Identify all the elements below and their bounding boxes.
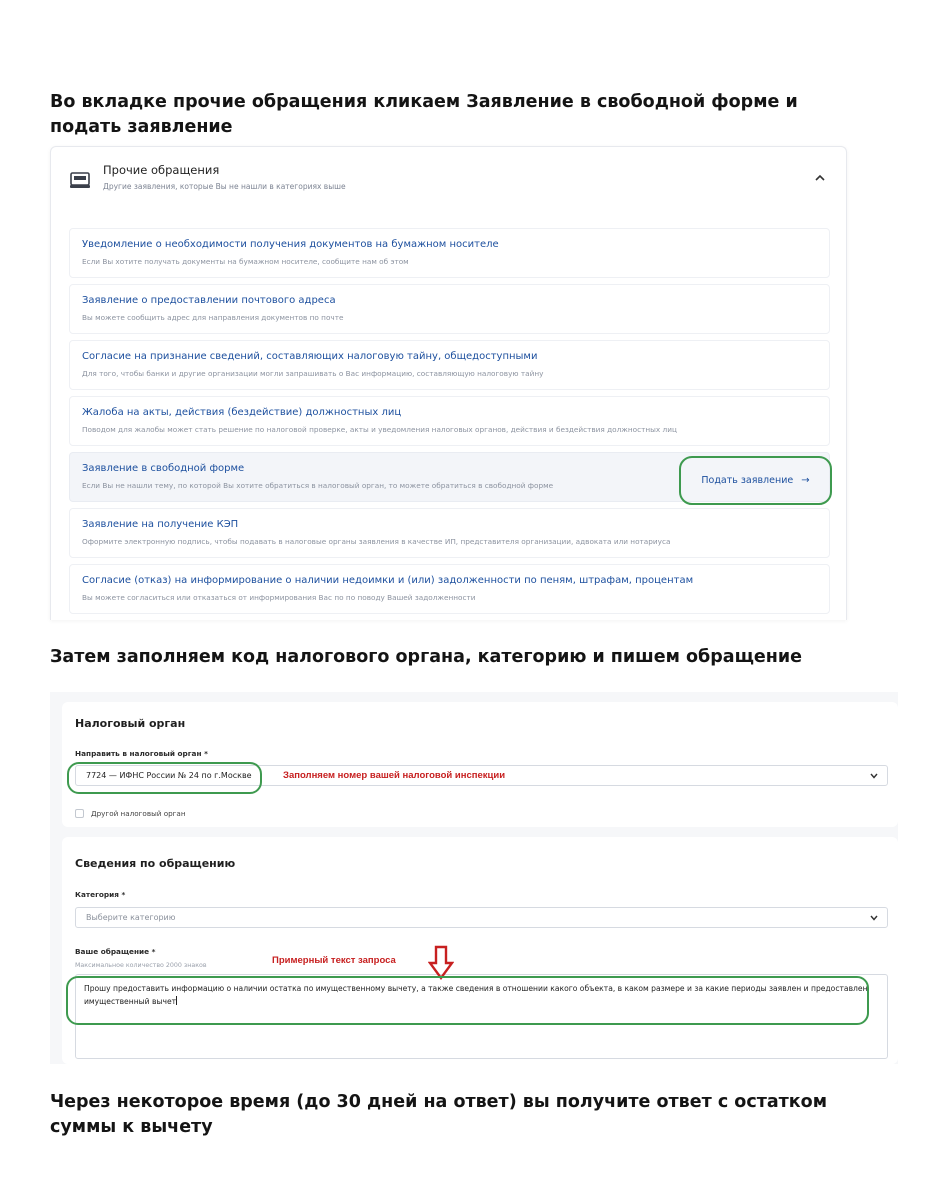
tax-office-note: Заполняем номер вашей налоговой инспекции [283,770,506,781]
list-item[interactable] [69,228,830,278]
submit-application-button[interactable] [679,456,832,505]
tax-office-card [62,702,898,827]
arrow-down-icon [428,945,454,981]
tax-office-value: 7724 — ИФНС России № 24 по г.Москве [86,771,252,780]
list-item-title: Заявление о предоставлении почтового адреса [82,295,336,306]
list-item-desc: Если Вы не нашли тему, по которой Вы хотите обратиться в налоговый орган, то можете обратиться в свободной форме [82,481,554,490]
list-item-desc: Для того, чтобы банки и другие организации могли запрашивать о Вас информацию, составляющую налоговую тайну [82,369,544,378]
message-text: Прошу предоставить информацию о наличии остатка по имущественному вычету, а также сведения в отношении какого объекта, в каком размере и за какие периоды заявлен и предоставлен имущественный вычет [84,984,868,1006]
step1-heading: Во вкладке прочие обращения кликаем Заявление в свободной форме и подать заявление [50,92,798,137]
list-item-title: Согласие на признание сведений, составляющих налоговую тайну, общедоступными [82,351,538,362]
category-placeholder: Выберите категорию [86,913,176,922]
message-hint: Максимальное количество 2000 знаков [75,962,207,969]
list-item[interactable] [69,564,830,614]
list-item-title: Жалоба на акты, действия (бездействие) должностных лиц [82,407,402,418]
message-label: Ваше обращение * [75,947,156,956]
chevron-down-icon [870,915,878,921]
appeal-info-card [62,837,898,1064]
appeal-info-title: Сведения по обращению [75,857,236,870]
category-label: Категория * [75,890,126,899]
tax-office-field-label: Направить в налоговый орган * [75,749,208,758]
sample-text-note: Примерный текст запроса [272,955,396,966]
step2-heading: Затем заполняем код налогового органа, категорию и пишем обращение [50,647,803,667]
list-item[interactable] [69,396,830,446]
list-item-desc: Вы можете сообщить адрес для направления документов по почте [82,313,344,322]
cash-register-icon [70,171,90,189]
message-textarea[interactable] [75,974,888,1059]
category-select[interactable] [75,907,888,928]
list-item-desc: Оформите электронную подпись, чтобы подавать в налоговые органы заявления в качестве ИП, представителя организации, адвоката или нотариуса [82,537,671,546]
list-item-desc: Если Вы хотите получать документы на бумажном носителе, сообщите нам об этом [82,257,409,266]
other-requests-header[interactable] [51,147,846,217]
other-requests-subtitle: Другие заявления, которые Вы не нашли в категориях выше [103,182,346,191]
list-item-title: Согласие (отказ) на информирование о наличии недоимки и (или) задолженности по пеням, штрафам, процентам [82,575,694,586]
list-item-title: Заявление в свободной форме [82,463,245,474]
list-item[interactable] [69,340,830,390]
list-item-desc: Поводом для жалобы может стать решение по налоговой проверке, акты и уведомления налоговых органов, действия и бездействия должностных лиц [82,425,677,434]
list-item-title: Уведомление о необходимости получения документов на бумажном носителе [82,239,499,250]
list-item[interactable] [69,508,830,558]
chevron-up-icon[interactable] [814,173,826,183]
other-tax-office-checkbox-row[interactable] [75,809,186,818]
step3-heading: Через некоторое время (до 30 дней на ответ) вы получите ответ с остатком суммы к вычету [50,1092,827,1137]
other-tax-office-label: Другой налоговый орган [91,809,186,818]
list-item-title: Заявление на получение КЭП [82,519,239,530]
other-requests-panel [50,146,847,620]
submit-application-label: Подать заявление [701,475,794,486]
arrow-right-icon: → [801,475,810,486]
appeal-form [50,692,898,1064]
chevron-down-icon [870,773,878,779]
other-tax-office-checkbox[interactable] [75,809,84,818]
text-caret [176,996,177,1005]
tax-office-title: Налоговый орган [75,717,186,730]
other-requests-title: Прочие обращения [103,163,220,177]
list-item-desc: Вы можете согласиться или отказаться от информирования Вас по по поводу Вашей задолженности [82,593,476,602]
list-item[interactable] [69,284,830,334]
